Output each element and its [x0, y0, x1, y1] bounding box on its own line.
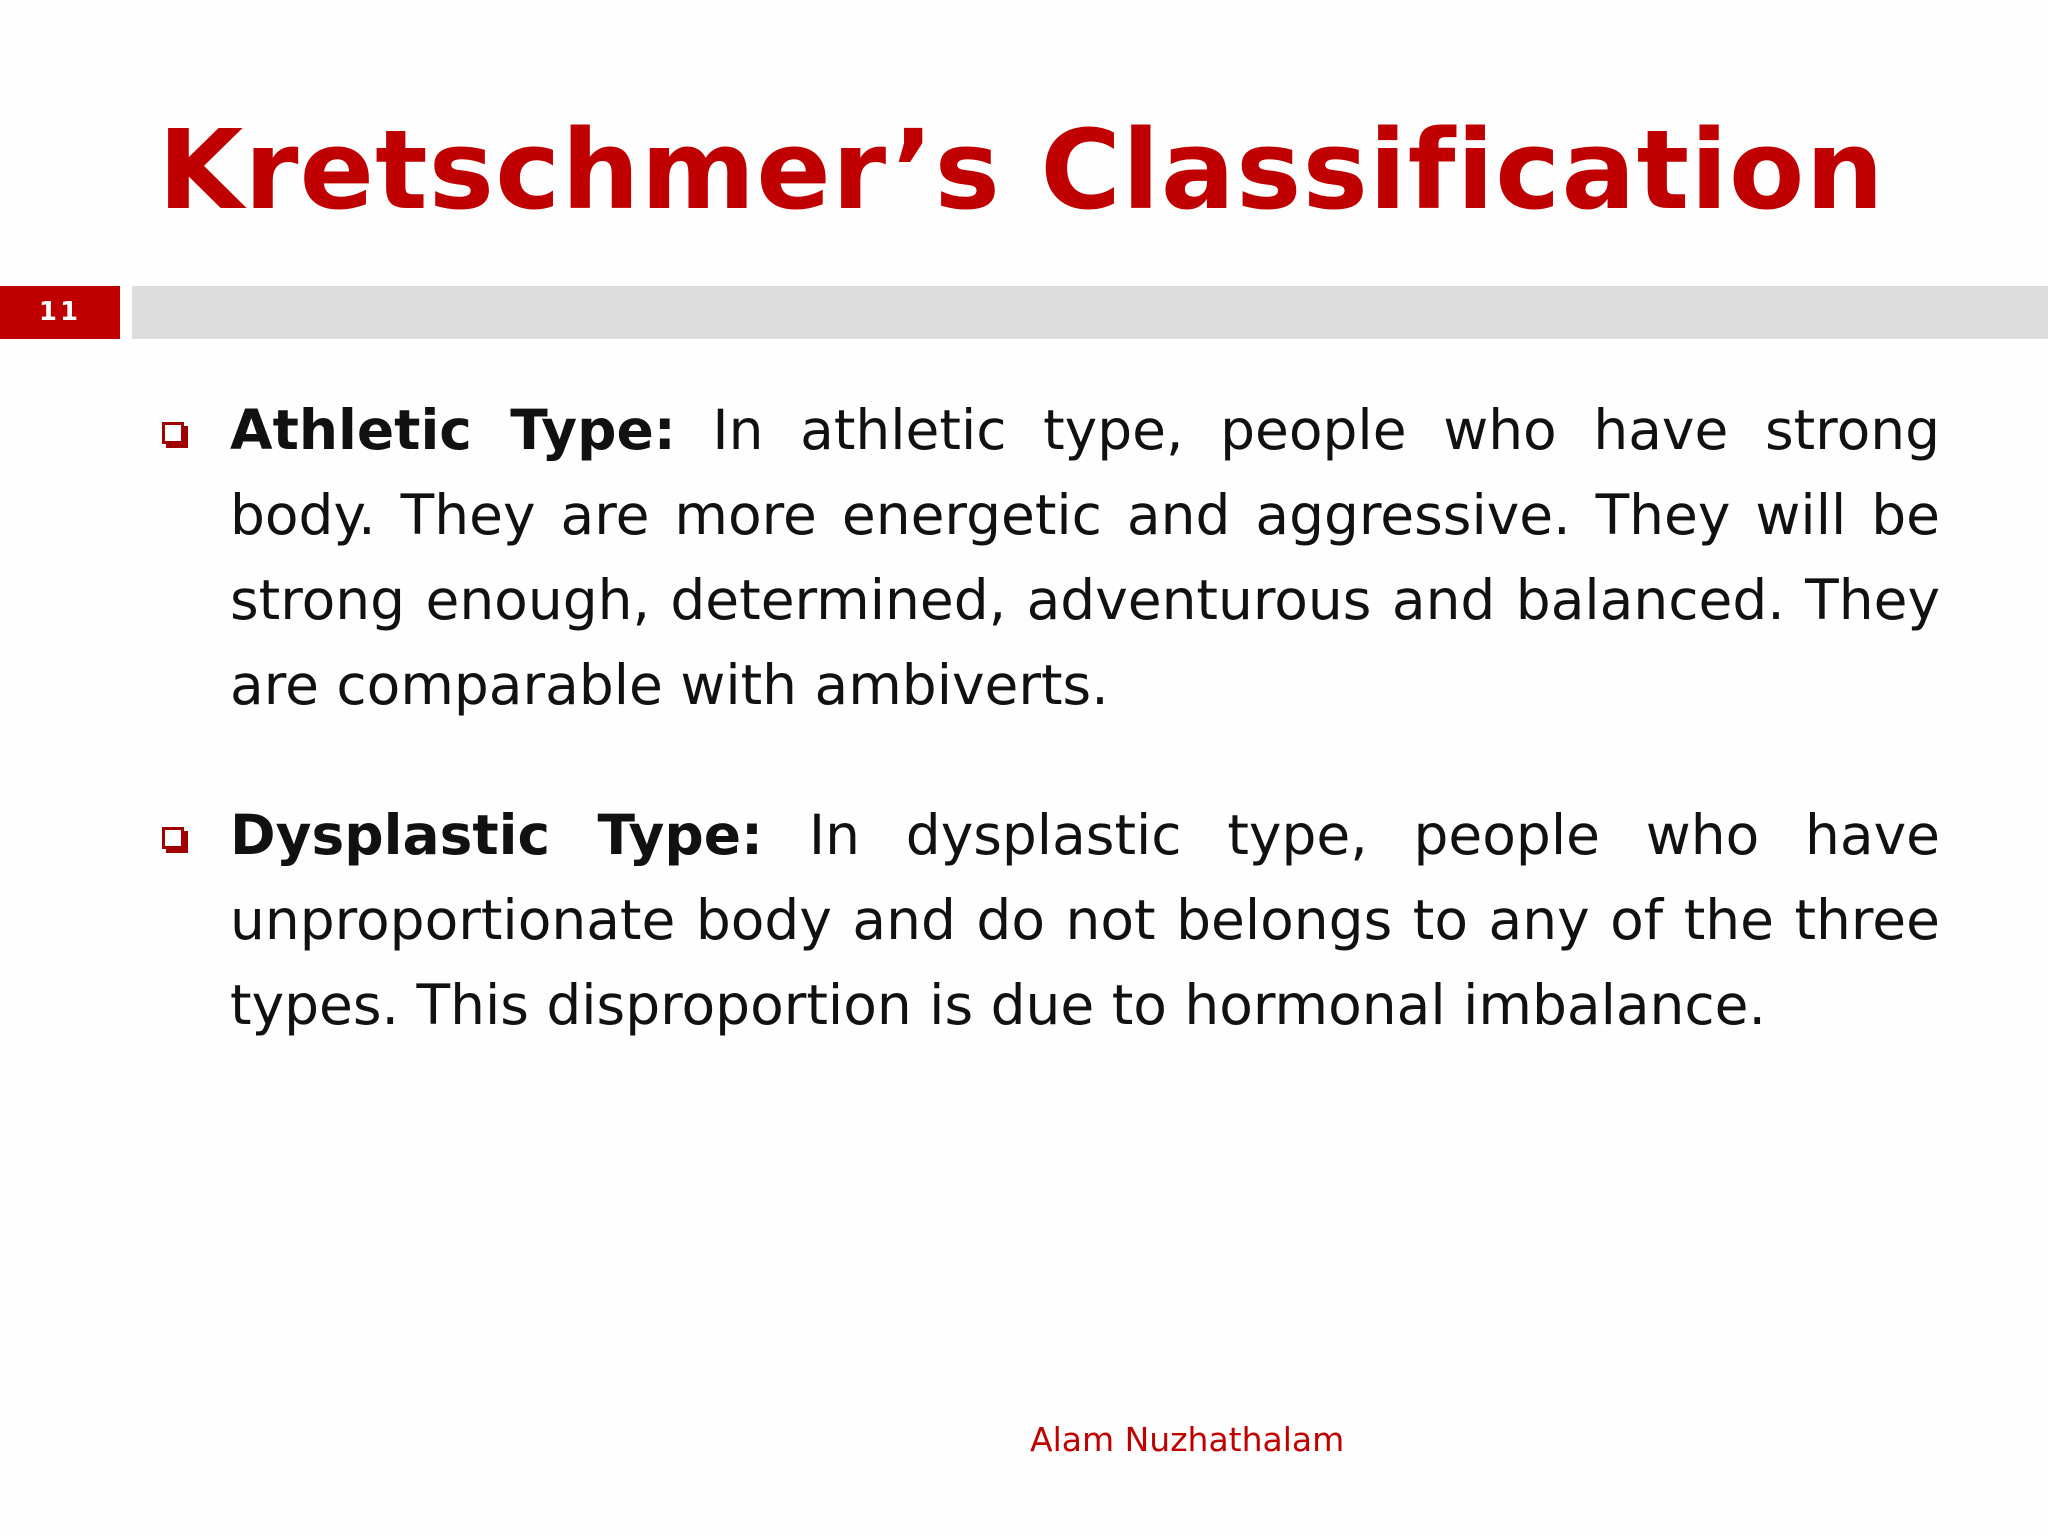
footer-author: Alam Nuzhathalam	[1030, 1420, 1345, 1459]
slide-number: 11	[0, 286, 120, 339]
bullet-text: In athletic type, people who have strong body. They are more energetic and aggressive. They will be strong enough, determined, adventurous and balanced. They are comparable with ambiverts.	[230, 398, 1940, 717]
bullet-list	[160, 388, 1940, 1113]
checkbox-bullet-icon	[162, 422, 184, 444]
bullet-text: In dysplastic type, people who have unproportionate body and do not belongs to any of the three types. This disproportion is due to hormonal imbalance.	[230, 803, 1941, 1037]
title-divider-bar	[132, 286, 2048, 339]
slide-title: Kretschmer’s Classification	[158, 106, 1885, 234]
bullet-dysplastic-type	[160, 793, 1940, 1048]
bullet-term: Dysplastic Type:	[230, 803, 764, 867]
checkbox-bullet-icon	[162, 827, 184, 849]
bullet-term: Athletic Type:	[230, 398, 676, 462]
bullet-athletic-type	[160, 388, 1940, 728]
